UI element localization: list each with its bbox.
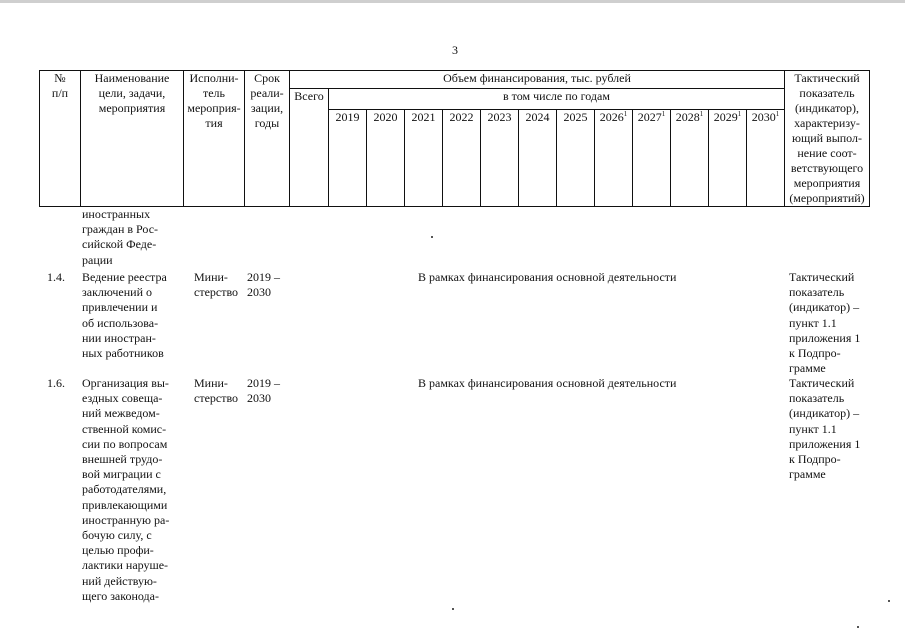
year-header-2020 <box>367 110 405 207</box>
year-label: 2027 <box>637 110 662 124</box>
year-label: 2021 <box>411 110 436 124</box>
header-indicator: Тактический показатель (индикатор), характеризу- ющий выпол- нение соот- ветствующего мероприятия (мероприятий) <box>785 71 870 207</box>
row-1-4-indicator: Тактический показатель (индикатор) – пункт 1.1 приложения 1 к Подпро- грамме <box>789 270 861 376</box>
row-1-4-num: 1.4. <box>47 270 65 284</box>
year-header-2030 <box>747 110 785 207</box>
year-header-2028 <box>671 110 709 207</box>
scan-speck <box>888 600 890 602</box>
year-label: 2026 <box>599 110 624 124</box>
row-1-6-name: Организация вы- ездных совеща- ний межведом- ственной комис- сии по вопросам внешней трудо- вой миграции с работодателями, привлекающими иностранную ра- бочую силу, с целью профи- лактики наруше- ний действую- щего законода- <box>82 376 170 603</box>
row-1-6-indicator: Тактический показатель (индикатор) – пункт 1.1 приложения 1 к Подпро- грамме <box>789 376 861 482</box>
year-header-2022 <box>443 110 481 207</box>
year-label: 2029 <box>713 110 738 124</box>
carryover-text: иностранных граждан в Рос- сийской Феде- рации <box>82 207 159 267</box>
page-number: 3 <box>452 43 458 57</box>
row-1-4-name: Ведение реестра заключений о привлечении и об использова- нии иностран- ных работников <box>82 270 167 361</box>
year-header-2025 <box>557 110 595 207</box>
scan-speck <box>857 626 859 628</box>
year-header-2021 <box>405 110 443 207</box>
row-1-4-term: 2019 – 2030 <box>247 270 280 300</box>
header-term: Срок реали- зации, годы <box>245 71 290 207</box>
funding-table-header <box>39 70 870 207</box>
footnote-mark: 1 <box>699 110 704 118</box>
year-label: 2024 <box>525 110 550 124</box>
header-funding: Объем финансирования, тыс. рублей <box>290 71 785 89</box>
footnote-mark: 1 <box>737 110 742 118</box>
footnote-mark: 1 <box>775 110 780 118</box>
year-label: 2023 <box>487 110 512 124</box>
row-1-6-num: 1.6. <box>47 376 65 390</box>
year-label: 2025 <box>563 110 588 124</box>
header-name: Наименование цели, задачи, мероприятия <box>81 71 184 207</box>
row-1-6-funding: В рамках финансирования основной деятельности <box>418 376 677 390</box>
header-by-years: в том числе по годам <box>329 89 785 110</box>
year-header-2026 <box>595 110 633 207</box>
year-label: 2028 <box>675 110 700 124</box>
year-label: 2019 <box>335 110 360 124</box>
year-header-2029 <box>709 110 747 207</box>
year-label: 2020 <box>373 110 398 124</box>
year-header-2023 <box>481 110 519 207</box>
scan-top-edge <box>0 0 905 3</box>
scan-speck <box>431 236 433 238</box>
row-1-4-executor: Мини- стерство <box>194 270 239 300</box>
header-executor: Исполни- тель мероприя- тия <box>184 71 245 207</box>
year-label: 2030 <box>751 110 776 124</box>
row-1-6-executor: Мини- стерство <box>194 376 239 406</box>
year-header-2024 <box>519 110 557 207</box>
row-1-6-term: 2019 – 2030 <box>247 376 280 406</box>
year-header-2027 <box>633 110 671 207</box>
year-label: 2022 <box>449 110 474 124</box>
header-total: Всего <box>290 89 329 207</box>
footnote-mark: 1 <box>661 110 666 118</box>
row-1-4-funding: В рамках финансирования основной деятельности <box>418 270 677 284</box>
year-header-2019 <box>329 110 367 207</box>
scan-speck <box>452 608 454 610</box>
header-num: № п/п <box>40 71 81 207</box>
footnote-mark: 1 <box>623 110 628 118</box>
